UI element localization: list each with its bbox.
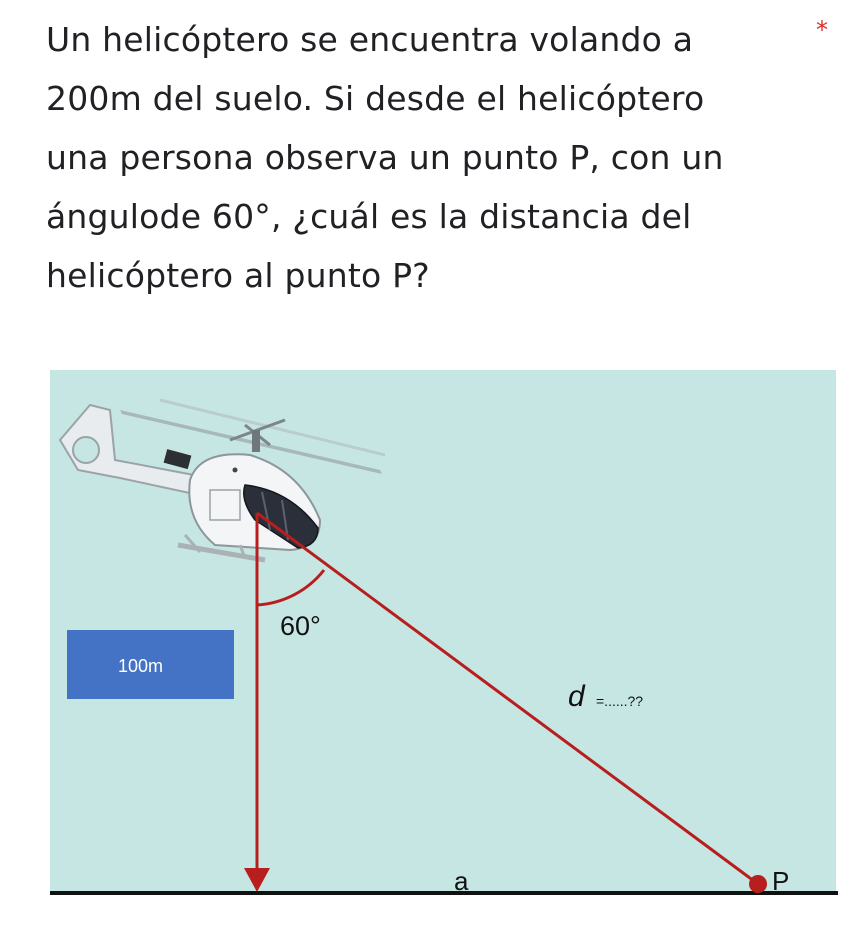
distance-value: =......?? bbox=[596, 693, 644, 709]
height-box-label: 100m bbox=[118, 656, 164, 676]
question-line: ángulode 60°, ¿cuál es la distancia del bbox=[46, 197, 692, 236]
question-line: Un helicóptero se encuentra volando a bbox=[46, 20, 694, 59]
question-text bbox=[46, 10, 786, 305]
point-p-marker bbox=[749, 875, 767, 893]
required-asterisk: * bbox=[816, 16, 828, 44]
problem-diagram bbox=[0, 365, 843, 935]
base-label: a bbox=[454, 866, 469, 896]
question-line: una persona observa un punto P, con un bbox=[46, 138, 724, 177]
angle-label: 60° bbox=[280, 611, 321, 641]
question-line: helicóptero al punto P? bbox=[46, 256, 430, 295]
question-line: 200m del suelo. Si desde el helicóptero bbox=[46, 79, 705, 118]
point-p-label: P bbox=[772, 866, 790, 896]
distance-symbol: d bbox=[568, 680, 585, 713]
